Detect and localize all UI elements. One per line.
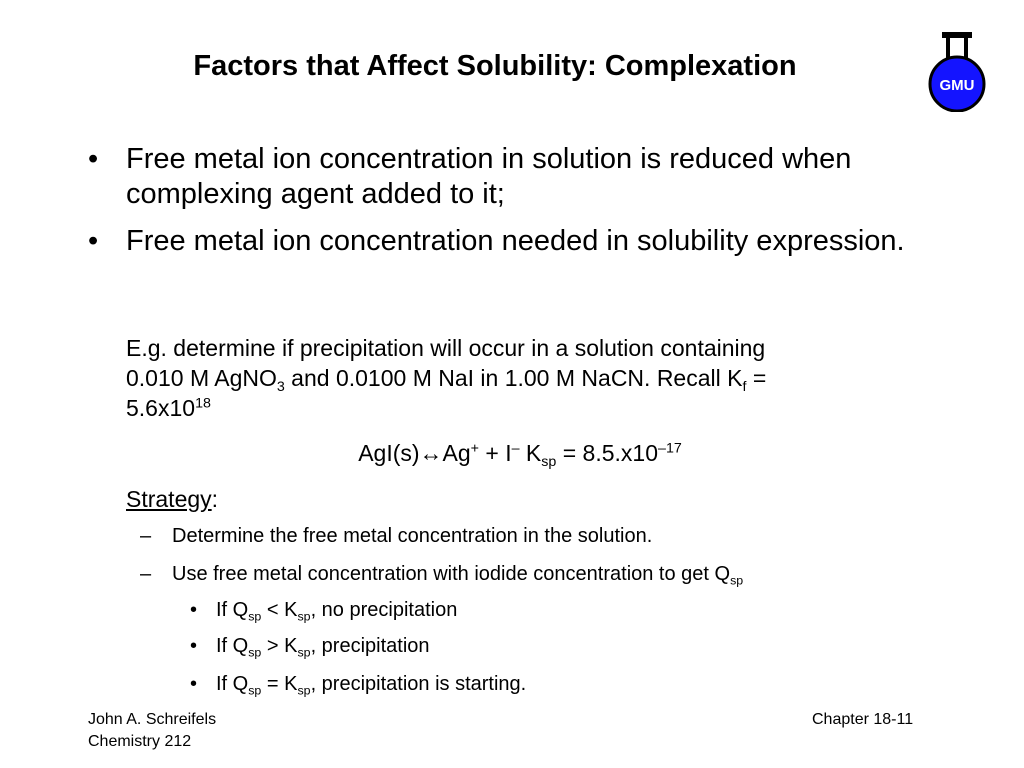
bullet-item [88, 224, 908, 259]
author-name: John A. Schreifels [88, 711, 217, 728]
bullet-text: Free metal ion concentration in solution is reduced when complexing agent added to it; [126, 143, 852, 210]
footer-chapter: Chapter 18-11 [812, 711, 914, 728]
sub-bullet-mark: • [190, 673, 198, 695]
footer-author [88, 709, 216, 753]
condition-item: • If $Q_{sp} < K_{sp}$, no precipitation [190, 599, 458, 624]
condition-item: • If $Q_{sp} > K_{sp}$, precipitation [190, 635, 430, 660]
equilibrium-equation: AgI(s)↔Ag+ + I– $K_{sp} = 8.5.x10^{-17}$ [358, 440, 682, 470]
flask-icon [924, 30, 990, 112]
strategy-heading: Strategy: [126, 486, 219, 512]
logo-text: GMU [939, 77, 975, 94]
dash-mark: – [140, 525, 152, 547]
bullet-mark: • [88, 143, 99, 175]
sub-bullet-mark: • [190, 599, 198, 621]
example-line: E.g. determine if precipitation will occur in a solution containing [126, 335, 766, 361]
bullet-text: Free metal ion concentration needed in solubility expression. [126, 225, 905, 257]
strategy-step: – Determine the free metal concentration in the solution. [140, 525, 653, 547]
equilibrium-arrow: ↔ [419, 440, 443, 466]
dash-mark: – [140, 563, 152, 585]
example-line: $5.6x10^{18}$ [126, 395, 211, 421]
bullet-mark: • [88, 225, 99, 257]
slide-title: Factors that Affect Solubility: Complexation [193, 50, 797, 82]
main-bullets [88, 142, 908, 271]
example-problem [126, 333, 946, 423]
strategy-step: – Use free metal concentration with iodide concentration to get $Q_{sp}$ [140, 563, 744, 588]
course-name: Chemistry 212 [88, 733, 192, 750]
sub-bullet-mark: • [190, 635, 198, 657]
example-line: 0.010 M AgNO$_3$ and 0.0100 M NaI in 1.00 M NaCN. Recall $K_f$ = [126, 365, 767, 395]
bullet-item [88, 142, 908, 212]
condition-item: • If $Q_{sp} = K_{sp}$, precipitation is starting. [190, 673, 527, 698]
